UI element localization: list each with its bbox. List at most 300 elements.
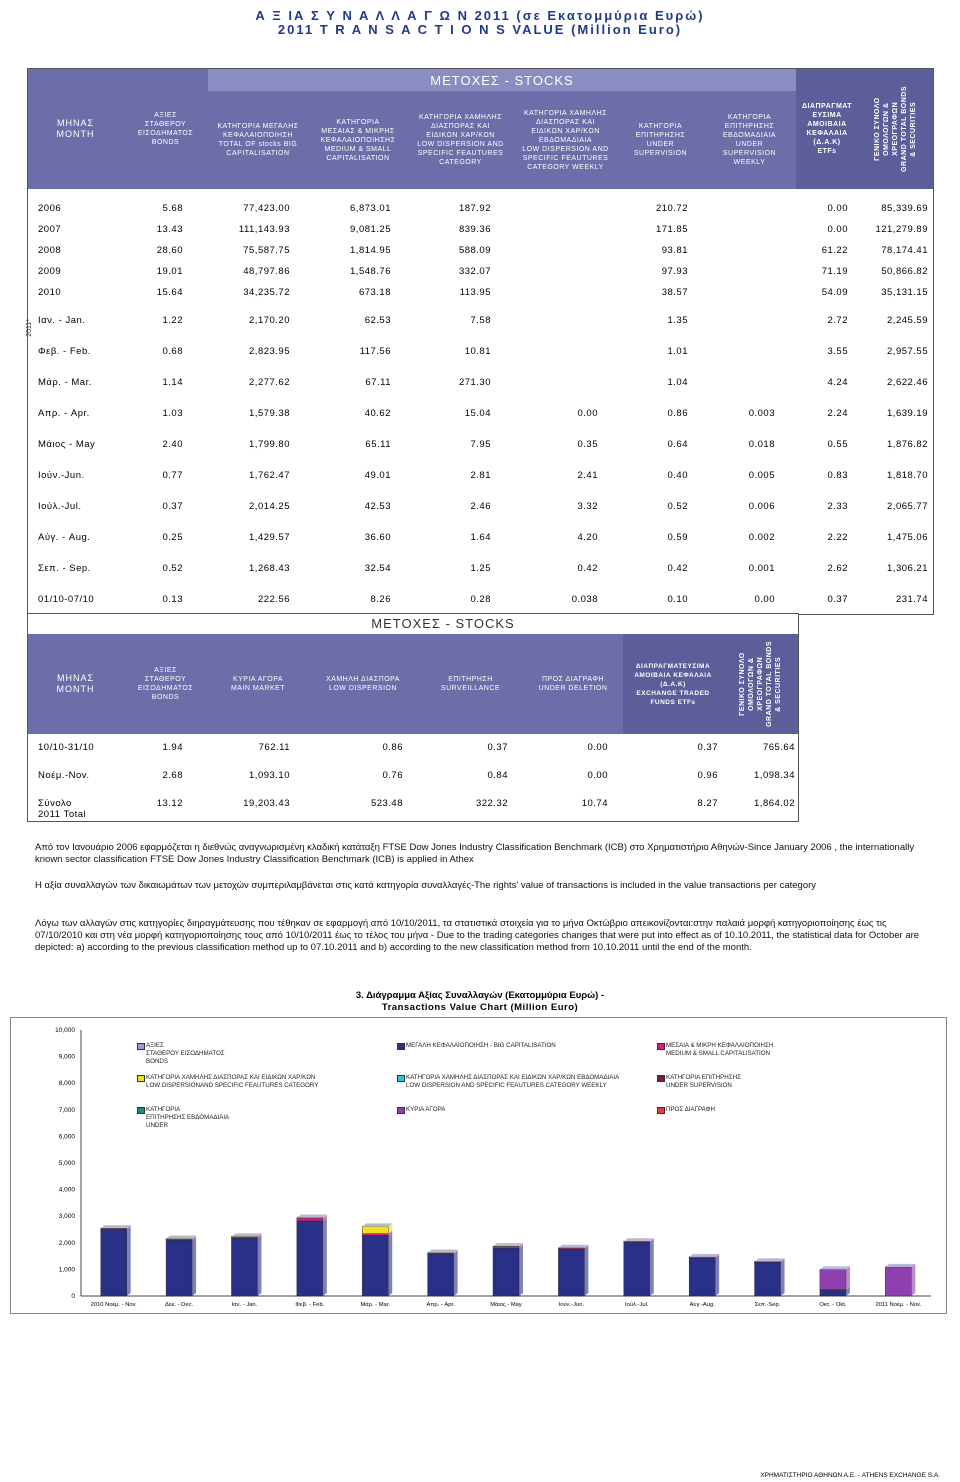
- footer: ΧΡΗΜΑΤΙΣΤΗΡΙΟ ΑΘΗΝΩΝ Α.Ε. - ATHENS EXCHANGE S.A.: [760, 1472, 940, 1479]
- cell-etf: 8.27: [697, 798, 718, 809]
- cell-bonds: 15.64: [156, 287, 183, 298]
- cell-del: 0.00: [587, 742, 608, 753]
- cell-big: 1,579.38: [249, 408, 290, 419]
- cell-m: Ιούν.-Jun.: [38, 470, 85, 481]
- bar-top: [362, 1223, 392, 1226]
- bar-2-9: [689, 1257, 715, 1258]
- cell-total: 1,098.34: [754, 770, 795, 781]
- x-tick-label: Φεβ. - Feb.: [295, 1302, 325, 1308]
- cell-medium: 42.53: [364, 501, 391, 512]
- legend-swatch: [397, 1043, 405, 1050]
- bar-2-3: [297, 1217, 323, 1218]
- cell-low: 7.58: [470, 315, 491, 326]
- cell-etf: 54.09: [821, 287, 848, 298]
- cell-medium: 8.26: [370, 594, 391, 605]
- cell-medium: 117.56: [359, 346, 391, 357]
- bar-0-0: [101, 1230, 127, 1297]
- col-deletion-header: ΠΡΟΣ ΔΙΑΓΡΑΦΗ UNDER DELETION: [523, 634, 623, 734]
- bar-top: [166, 1235, 196, 1238]
- bar-top: [231, 1233, 261, 1236]
- bar-0-5: [428, 1254, 454, 1296]
- table-row: [28, 287, 933, 301]
- cell-total: 1,475.06: [887, 532, 928, 543]
- cell-survweek: 0.002: [748, 532, 775, 543]
- bar-side: [846, 1266, 850, 1289]
- bar-top: [885, 1264, 915, 1267]
- cell-surv: 97.93: [661, 266, 688, 277]
- table-row: [28, 742, 798, 768]
- cell-medium: 36.60: [364, 532, 391, 543]
- bar-side: [519, 1245, 523, 1296]
- cell-low: 15.04: [464, 408, 491, 419]
- cell-total: 1,639.19: [887, 408, 928, 419]
- bar-2-10: [755, 1261, 781, 1262]
- col-low-weekly-header: ΚΑΤΗΓΟΡΙΑ ΧΑΜΗΛΗΣ ΔΙΑΣΠΟΡΑΣ ΚΑΙ ΕΙΔΙΚΩΝ ΧΑΡ/ΚΩΝ ΕΒΔΟΜΑΔΙΑΙΑ LOW DISPERSION AND SPECIFIC FEAUTURES CATEGORY WEEKLY: [513, 91, 618, 189]
- chart-subtitle: Transactions Value Chart (Million Euro): [381, 1002, 579, 1013]
- cell-etf: 0.00: [827, 224, 848, 235]
- bar-0-8: [624, 1242, 650, 1296]
- legend-item: [666, 1106, 896, 1114]
- cell-lowweek: 0.038: [571, 594, 598, 605]
- legend-item: [146, 1074, 376, 1090]
- chart-frame: [10, 1017, 947, 1314]
- cell-lowweek: 4.20: [577, 532, 598, 543]
- cell-surv: 1.04: [667, 377, 688, 388]
- cell-lowweek: 3.32: [577, 501, 598, 512]
- legend-label: ΚΑΤΗΓΟΡΙΑ ΧΑΜΗΛΗΣ ΔΙΑΣΠΟΡΑΣ ΚΑΙ ΕΙΔΙΚΩΝ ΧΑΡ/ΚΩΝ ΕΒΔΟΜΑΔΙΑΙΑ LOW DISPERSION AND SPECIFIC FEAUTURES CATEGORY WEEKLY: [406, 1074, 620, 1089]
- cell-bonds: 13.43: [156, 224, 183, 235]
- cell-low: 523.48: [370, 798, 403, 809]
- table-row: [28, 346, 933, 360]
- cell-big: 2,014.25: [249, 501, 290, 512]
- cell-big: 77,423.00: [243, 203, 290, 214]
- y-tick-label: 7,000: [58, 1106, 75, 1114]
- table-row: [28, 532, 933, 546]
- x-tick-label: Αύγ.-Aug.: [689, 1302, 715, 1308]
- legend-swatch: [137, 1107, 145, 1114]
- col-total-label: ΓΕΝΙΚΟ ΣΥΝΟΛΟ ΟΜΟΛΟΓΩΝ & ΧΡΕΟΓΡΑΦΩΝ GRAND TOTAL BONDS & SECURITIES: [874, 86, 917, 172]
- x-tick-label: 2010 Νοέμ. - Nov.: [90, 1302, 137, 1308]
- legend-swatch: [657, 1043, 665, 1050]
- cell-medium: 32.54: [364, 563, 391, 574]
- cell-bonds: 0.77: [162, 470, 183, 481]
- cell-total: 2,957.55: [887, 346, 928, 357]
- cell-survweek: 0.001: [748, 563, 775, 574]
- bar-2-6: [493, 1246, 519, 1247]
- cell-surv: 0.64: [667, 439, 688, 450]
- table-row: [28, 245, 933, 259]
- cell-m: Ιούλ.-Jul.: [38, 501, 82, 512]
- cell-survweek: 0.018: [748, 439, 775, 450]
- bar-0-6: [493, 1248, 519, 1296]
- x-tick-label: Απρ. - Apr.: [426, 1302, 455, 1308]
- cell-m: Ιαν. - Jan.: [38, 315, 86, 326]
- bar-1-4: [362, 1234, 388, 1236]
- cell-surv: 93.81: [661, 245, 688, 256]
- cell-m: 2008: [38, 245, 62, 256]
- cell-surv: 1.01: [667, 346, 688, 357]
- cell-low: 0.76: [382, 770, 403, 781]
- cell-big: 75,587.75: [243, 245, 290, 256]
- cell-bonds: 13.12: [156, 798, 183, 809]
- cell-surv: 38.57: [661, 287, 688, 298]
- cell-low: 839.36: [458, 224, 491, 235]
- bar-2-0: [101, 1228, 127, 1229]
- cell-total: 765.64: [762, 742, 795, 753]
- table-row: [28, 439, 933, 453]
- cell-surv: 0.37: [487, 742, 508, 753]
- cell-medium: 65.11: [365, 439, 391, 450]
- cell-lowweek: 2.41: [577, 470, 598, 481]
- cell-etf: 2.24: [827, 408, 848, 419]
- col-bonds-header-2: ΑΞΙΕΣ ΣΤΑΘΕΡΟΥ ΕΙΣΟΔΗΜΑΤΟΣ BONDS: [123, 634, 208, 734]
- bar-0-3: [297, 1221, 323, 1296]
- page-title: Α Ξ ΙΑ Σ Υ Ν Α Λ Λ Α Γ Ω Ν 2011 (σε Εκατομμύρια Ευρώ): [255, 8, 705, 23]
- y-tick-label: 8,000: [58, 1080, 75, 1088]
- cell-etf: 0.37: [697, 742, 718, 753]
- cell-etf: 0.37: [827, 594, 848, 605]
- cell-big: 1,762.47: [249, 470, 290, 481]
- legend-label: ΜΕΓΑΛΗ ΚΕΦΑΛΑΙΟΠΟΙΗΣΗ - BIG CAPITALISATION: [406, 1042, 556, 1049]
- cell-surv: 0.10: [667, 594, 688, 605]
- cell-del: 0.00: [587, 770, 608, 781]
- bar-2-8: [624, 1241, 650, 1242]
- y-tick-label: 4,000: [58, 1186, 75, 1194]
- cell-surv: 0.59: [667, 532, 688, 543]
- legend-item: [146, 1042, 376, 1066]
- x-tick-label: Ιούν.-Jun.: [558, 1302, 585, 1308]
- cell-m: Αύγ. - Aug.: [38, 532, 91, 543]
- table-row: [28, 563, 933, 577]
- cell-etf: 3.55: [827, 346, 848, 357]
- cell-m: Νοέμ.-Nov.: [38, 770, 90, 781]
- cell-big: 34,235.72: [243, 287, 290, 298]
- cell-bonds: 0.37: [162, 501, 183, 512]
- cell-medium: 673.18: [358, 287, 391, 298]
- y-tick-label: 6,000: [58, 1133, 75, 1141]
- cell-low: 113.95: [459, 287, 491, 298]
- bar-top: [755, 1258, 785, 1261]
- legend-swatch: [397, 1107, 405, 1114]
- bar-side: [650, 1239, 654, 1296]
- cell-etf: 0.83: [827, 470, 848, 481]
- cell-medium: 67.11: [365, 377, 391, 388]
- cell-m: 2006: [38, 203, 62, 214]
- bar-side: [584, 1246, 588, 1296]
- col-month-header: ΜΗΝΑΣ MONTH: [28, 69, 123, 189]
- cell-big: 111,143.93: [238, 224, 290, 235]
- year-2011-tag: 2011*: [26, 319, 33, 337]
- cell-bonds: 2.40: [162, 439, 183, 450]
- col-lowdisp-header: ΧΑΜΗΛΗ ΔΙΑΣΠΟΡΑ LOW DISPERSION: [308, 634, 418, 734]
- legend-swatch: [657, 1075, 665, 1082]
- table-row: [28, 501, 933, 515]
- cell-total: 231.74: [895, 594, 928, 605]
- y-tick-label: 5,000: [58, 1160, 75, 1167]
- table-row: [28, 408, 933, 422]
- chart-title: 3. Διάγραμμα Αξίας Συναλλαγών (Εκατομμύρια Ευρώ) -: [355, 990, 605, 1001]
- cell-big: 2,170.20: [249, 315, 290, 326]
- cell-surv: 0.42: [667, 563, 688, 574]
- legend-label: ΚΑΤΗΓΟΡΙΑ ΧΑΜΗΛΗΣ ΔΙΑΣΠΟΡΑΣ ΚΑΙ ΕΙΔΙΚΩΝ ΧΑΡ/ΚΩΝ LOW DISPERSIONAND SPECIFIC FEAUTURES CATEGORY: [146, 1074, 319, 1089]
- y-tick-label: 10,000: [55, 1027, 75, 1034]
- col-surv-header: ΚΑΤΗΓΟΡΙΑ ΕΠΙΤΗΡΗΣΗΣ UNDER SUPERVISION: [618, 91, 703, 189]
- col-surv-weekly-header: ΚΑΤΗΓΟΡΙΑ ΕΠΙΤΗΡΗΣΗΣ ΕΒΔΟΜΑΔΙΑΙΑ UNDER SUPERVISION WEEKLY: [703, 91, 796, 189]
- legend-swatch: [137, 1043, 145, 1050]
- cell-big: 1,799.80: [249, 439, 290, 450]
- cell-m: Σεπ. - Sep.: [38, 563, 91, 574]
- cell-m: Φεβ. - Feb.: [38, 346, 91, 357]
- cell-low: 1.64: [470, 532, 491, 543]
- cell-bonds: 0.52: [162, 563, 183, 574]
- cell-bonds: 0.68: [162, 346, 183, 357]
- cell-total: 121,279.89: [875, 224, 928, 235]
- cell-medium: 49.01: [364, 470, 391, 481]
- cell-surv: 0.52: [667, 501, 688, 512]
- cell-medium: 1,814.95: [350, 245, 391, 256]
- cell-total: 2,245.59: [887, 315, 928, 326]
- cell-bonds: 5.68: [162, 203, 183, 214]
- x-tick-label: Ιαν. - Jan.: [231, 1302, 258, 1308]
- cell-total: 1,876.82: [887, 439, 928, 450]
- x-tick-label: Ιούλ.-Jul.: [625, 1302, 649, 1308]
- x-tick-label: Σεπ.-Sep.: [754, 1302, 781, 1308]
- legend-swatch: [397, 1075, 405, 1082]
- page-subtitle: 2011 T R A N S A C T I O N S VALUE (Million Euro): [277, 22, 683, 37]
- cell-m: 2007: [38, 224, 62, 235]
- cell-medium: 6,873.01: [350, 203, 391, 214]
- bar-0-11: [820, 1290, 846, 1296]
- cell-lowweek: 0.35: [577, 439, 598, 450]
- col-total-header: [858, 69, 933, 189]
- cell-low: 2.81: [470, 470, 491, 481]
- bar-2-5: [428, 1253, 454, 1254]
- legend-item: [406, 1106, 636, 1114]
- cell-low: 2.46: [470, 501, 491, 512]
- table-row: [28, 770, 798, 796]
- cell-main: 762.11: [258, 742, 290, 753]
- bar-side: [323, 1218, 327, 1296]
- bar-3-12: [885, 1267, 911, 1296]
- cell-m: Μάρ. - Mar.: [38, 377, 92, 388]
- bar-top: [624, 1238, 654, 1241]
- cell-del: 10.74: [581, 798, 608, 809]
- cell-etf: 2.62: [827, 563, 848, 574]
- x-tick-label: Δεκ. - Dec.: [165, 1302, 194, 1308]
- col-main-header: ΚΥΡΙΑ ΑΓΟΡΑ MAIN MARKET: [208, 634, 308, 734]
- legend-item: [666, 1042, 896, 1058]
- cell-bonds: 1.14: [162, 377, 183, 388]
- cell-total: 2,622.46: [887, 377, 928, 388]
- cell-etf: 4.24: [827, 377, 848, 388]
- cell-etf: 61.22: [821, 245, 848, 256]
- cell-total: 1,306.21: [887, 563, 928, 574]
- col-etf-header: ΔΙΑΠΡΑΓΜΑΤ ΕΥΣΙΜΑ ΑΜΟΙΒΑΙΑ ΚΕΦΑΛΑΙΑ (Δ.Α.Κ) ETFs: [796, 69, 858, 189]
- table-row: [28, 224, 933, 238]
- legend-label: ΜΕΣΑΙΑ & ΜΙΚΡΗ ΚΕΦΑΛΑΙΟΠΟΙΗΣΗ MEDIUM & SMALL CAPITALISATION: [666, 1042, 774, 1057]
- cell-main: 19,203.43: [243, 798, 290, 809]
- legend-swatch: [657, 1107, 665, 1114]
- bar-top: [558, 1245, 588, 1248]
- bar-0-2: [231, 1238, 257, 1296]
- cell-etf: 0.55: [827, 439, 848, 450]
- bar-top: [297, 1214, 327, 1217]
- cell-m: Απρ. - Apr.: [38, 408, 90, 419]
- cell-etf: 2.22: [827, 532, 848, 543]
- cell-medium: 62.53: [364, 315, 391, 326]
- cell-total: 78,174.41: [881, 245, 928, 256]
- cell-etf: 2.72: [827, 315, 848, 326]
- cell-m: 01/10-07/10: [38, 594, 95, 605]
- cell-low: 0.86: [382, 742, 403, 753]
- bar-top: [101, 1225, 131, 1228]
- cell-lowweek: 0.00: [577, 408, 598, 419]
- cell-total: 35,131.15: [881, 287, 928, 298]
- cell-m: 2010: [38, 287, 62, 298]
- x-tick-label: 2011 Νοέμ. - Nov.: [875, 1302, 922, 1308]
- cell-main: 1,093.10: [249, 770, 290, 781]
- cell-surv: 210.72: [655, 203, 688, 214]
- legend-label: ΚΑΤΗΓΟΡΙΑ ΕΠΙΤΗΡΗΣΗΣ ΕΒΔΟΜΑΔΙΑΙΑ UNDER: [146, 1106, 230, 1129]
- cell-etf: 2.33: [827, 501, 848, 512]
- cell-etf: 0.96: [697, 770, 718, 781]
- table-row: [28, 470, 933, 484]
- cell-bonds: 2.68: [162, 770, 183, 781]
- cell-bonds: 0.25: [162, 532, 183, 543]
- bar-top: [493, 1243, 523, 1246]
- bar-side: [911, 1264, 915, 1296]
- cell-surv: 0.84: [487, 770, 508, 781]
- cell-low: 271.30: [458, 377, 491, 388]
- cell-m: 2009: [38, 266, 62, 277]
- cell-survweek: 0.003: [748, 408, 775, 419]
- cell-total: 85,339.69: [881, 203, 928, 214]
- cell-total: 2,065.77: [887, 501, 928, 512]
- cell-surv: 0.40: [667, 470, 688, 481]
- col-total-label-2: ΓΕΝΙΚΟ ΣΥΝΟΛΟ ΟΜΟΛΟΓΩΝ & ΧΡΕΟΓΡΑΦΩΝ GRAND TOTAL BONDS & SECURITIES: [739, 641, 782, 727]
- cell-etf: 0.00: [827, 203, 848, 214]
- table-row: [28, 315, 933, 329]
- cell-medium: 9,081.25: [350, 224, 391, 235]
- col-low-header: ΚΑΤΗΓΟΡΙΑ ΧΑΜΗΛΗΣ ΔΙΑΣΠΟΡΑΣ ΚΑΙ ΕΙΔΙΚΩΝ ΧΑΡ/ΚΩΝ LOW DISPERSION AND SPECIFIC FEAUTURES CATEGORY: [408, 91, 513, 189]
- legend-item: [406, 1042, 636, 1050]
- legend-label: ΑΞΙΕΣ ΣΤΑΘΕΡΟΥ ΕΙΣΟΔΗΜΑΤΟΣ BONDS: [146, 1042, 225, 1065]
- cell-surv: 171.85: [655, 224, 688, 235]
- legend-item: [666, 1074, 896, 1090]
- cell-low: 187.92: [458, 203, 491, 214]
- bar-side: [454, 1251, 458, 1296]
- bar-2-4: [362, 1226, 388, 1233]
- bar-side: [192, 1237, 196, 1296]
- cell-low: 332.07: [458, 266, 491, 277]
- cell-total: 50,866.82: [881, 266, 928, 277]
- bar-side: [127, 1227, 131, 1297]
- cell-low: 588.09: [458, 245, 491, 256]
- y-tick-label: 3,000: [58, 1213, 75, 1221]
- col-medium-header: ΚΑΤΗΓΟΡΙΑ ΜΕΣΑΙΑΣ & ΜΙΚΡΗΣ ΚΕΦΑΛΑΙΟΠΟΙΗΣΗΣ MEDIUM & SMALL CAPITALISATION: [308, 91, 408, 189]
- cell-surv: 1.35: [667, 315, 688, 326]
- legend-item: [146, 1106, 376, 1130]
- cell-big: 2,277.62: [249, 377, 290, 388]
- col-surveillance-header: ΕΠΙΤΗΡΗΣΗ SURVEILLANCE: [418, 634, 523, 734]
- bar-side: [715, 1255, 719, 1296]
- cell-big: 2,823.95: [249, 346, 290, 357]
- cell-big: 222.56: [257, 594, 290, 605]
- stocks-group-header: ΜΕΤΟΧΕΣ - STOCKS: [208, 69, 796, 91]
- cell-bonds: 0.13: [162, 594, 183, 605]
- stocks-group-header-2: ΜΕΤΟΧΕΣ - STOCKS: [371, 616, 515, 631]
- bar-2-2: [231, 1236, 257, 1237]
- cell-big: 1,268.43: [249, 563, 290, 574]
- cell-survweek: 0.00: [754, 594, 775, 605]
- cell-m: Σύνολο 2011 Total: [38, 798, 87, 820]
- col-total-header-2: [723, 634, 798, 734]
- x-tick-label: Μάρ. - Mar.: [360, 1302, 390, 1308]
- cell-total: 1,864.02: [754, 798, 795, 809]
- table-2: [27, 613, 799, 822]
- x-tick-label: Οκτ. - Okt.: [819, 1302, 847, 1308]
- cell-low: 10.81: [464, 346, 491, 357]
- col-bonds-header: ΑΞΙΕΣ ΣΤΑΘΕΡΟΥ ΕΙΣΟΔΗΜΑΤΟΣ BONDS: [123, 69, 208, 189]
- y-tick-label: 1,000: [58, 1266, 75, 1274]
- table-row: [28, 377, 933, 391]
- cell-total: 1,818.70: [887, 470, 928, 481]
- bar-side: [257, 1235, 261, 1296]
- cell-low: 0.28: [470, 594, 491, 605]
- cell-medium: 40.62: [364, 408, 391, 419]
- legend-item: [406, 1074, 636, 1090]
- table-1: [27, 68, 934, 615]
- y-tick-label: 9,000: [58, 1053, 75, 1061]
- cell-big: 1,429.57: [249, 532, 290, 543]
- bar-side: [781, 1259, 785, 1296]
- col-month-header-2: ΜΗΝΑΣ MONTH: [28, 634, 123, 734]
- cell-bonds: 19.01: [156, 266, 183, 277]
- legend-label: ΚΥΡΙΑ ΑΓΟΡΑ: [406, 1106, 446, 1113]
- cell-m: Μάιος - May: [38, 439, 96, 450]
- legend-label: ΠΡΟΣ ΔΙΑΓΡΑΦΗ: [666, 1106, 716, 1113]
- cell-bonds: 28.60: [156, 245, 183, 256]
- bar-0-4: [362, 1235, 388, 1296]
- col-big-header: ΚΑΤΗΓΟΡΙΑ ΜΕΓΑΛΗΣ ΚΕΦΑΛΑΙΟΠΟΙΗΣΗ TOTAL OF stocks BIG CAPITALISATION: [208, 91, 308, 189]
- bar-3-11: [820, 1269, 846, 1289]
- table-row: [28, 203, 933, 217]
- bar-2-1: [166, 1238, 192, 1239]
- bar-0-7: [558, 1249, 584, 1296]
- cell-big: 48,797.86: [243, 266, 290, 277]
- cell-surv: 0.86: [667, 408, 688, 419]
- y-tick-label: 0: [71, 1293, 75, 1300]
- table-row: [28, 798, 798, 824]
- table-row: [28, 594, 933, 608]
- cell-etf: 71.19: [821, 266, 848, 277]
- note-icb: Από τον Ιανουάριο 2006 εφαρμόζεται η διεθνώς αναγνωρισμένη κλαδική κατάταξη FTSE Dow Jones Industry Classification Benchmark (ICB) στο Χρηματιστήριο Αθηνών-Since January 2006 , the internationally known sector classification FTSE Dow Jones Industry Classification Benchmark (ICB) is applied in Athex: [35, 842, 915, 865]
- legend-swatch: [137, 1075, 145, 1082]
- cell-lowweek: 0.42: [577, 563, 598, 574]
- cell-low: 7.95: [470, 439, 491, 450]
- legend-label: ΚΑΤΗΓΟΡΙΑ ΕΠΙΤΗΡΗΣΗΣ UNDER SUPERVISION: [666, 1074, 741, 1089]
- y-tick-label: 2,000: [58, 1239, 75, 1247]
- bar-0-10: [755, 1262, 781, 1296]
- bar-top: [428, 1250, 458, 1253]
- bar-0-9: [689, 1258, 715, 1296]
- col-etf-header-2: ΔΙΑΠΡΑΓΜΑΤΕΥΣΙΜΑ ΑΜΟΙΒΑΙΑ ΚΕΦΑΛΑΙΑ (Δ.Α.Κ) EXCHANGE TRADED FUNDS ETFs: [623, 634, 723, 734]
- bar-side: [388, 1232, 392, 1296]
- cell-bonds: 1.94: [162, 742, 183, 753]
- bar-0-1: [166, 1240, 192, 1296]
- note-october: Λόγω των αλλαγών στις κατηγορίες διηραγμάτευσης που τέθηκαν σε εφαρμογή από 10/10/2011, τα στατιστικά στοιχεία για το μήνα Οκτώβριο απεικονίζονται:στην παλαιά μορφή κατηγοριοποίησης έως τις 07/10/2010 και στη νέα μορφή κατηγοριοποίησης τους από 10/10/2011 έως το τέλος του μήνα - Due to the trading categories changes that were put into effect as of 10.10.2011, the statistical data for October are depicted: a) according to the previous classification method up to 07.10.2011 and b) according to the new classification method from 10.10.2011 until the end of the month.: [35, 918, 920, 953]
- bar-top: [689, 1254, 719, 1257]
